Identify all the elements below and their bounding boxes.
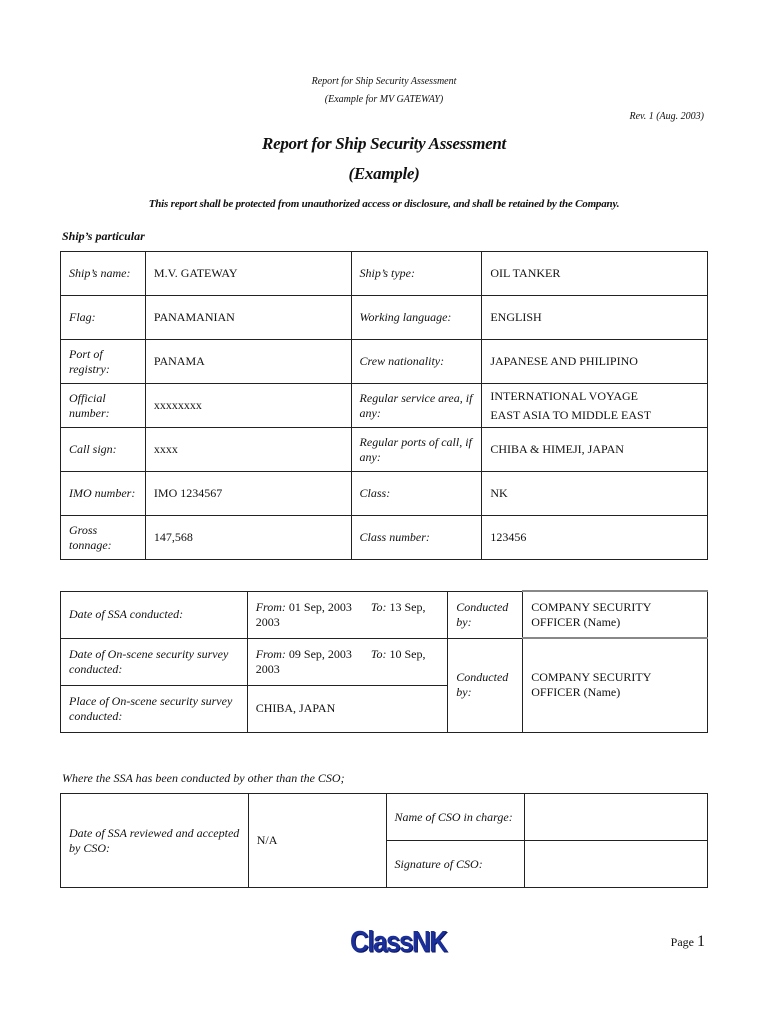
cell-value: PANAMANIAN — [145, 296, 351, 340]
revision-label: Rev. 1 (Aug. 2003) — [629, 111, 704, 122]
service-area-line-2: EAST ASIA TO MIDDLE EAST — [490, 407, 652, 422]
conducted-by-label: Conducted by: — [448, 638, 523, 732]
confidentiality-notice: This report shall be protected from unauthorized access or disclosure, and shall be retained by the Company. — [148, 198, 620, 210]
cso-name-label: Name of CSO in charge: — [386, 794, 525, 841]
page-number — [671, 933, 705, 951]
to-date: 10 Sep, 2003 — [255, 646, 426, 676]
cell-label: Port of registry: — [61, 340, 146, 384]
service-area-line-1: INTERNATIONAL VOYAGE — [490, 388, 638, 403]
cell-value: 123456 — [482, 516, 708, 560]
table-row — [61, 591, 708, 638]
header-line-1: Report for Ship Security Assessment — [311, 76, 457, 87]
cell-label: Ship’s type: — [351, 252, 482, 296]
table-row — [61, 472, 708, 516]
table-row — [61, 384, 708, 428]
table-row — [61, 638, 708, 685]
cell-value: ENGLISH — [482, 296, 708, 340]
from-date: 09 Sep, 2003 — [288, 646, 352, 661]
cell-value: JAPANESE AND PHILIPINO — [482, 340, 708, 384]
to-date: 13 Sep, 2003 — [255, 599, 426, 629]
table-row — [61, 794, 708, 841]
page-number-value: 1 — [697, 933, 705, 950]
cell-label: Regular service area, if any: — [351, 384, 482, 428]
from-date: 01 Sep, 2003 — [288, 599, 352, 614]
cell-value: PANAMA — [145, 340, 351, 384]
reviewed-date-label: Date of SSA reviewed and accepted by CSO: — [61, 794, 249, 888]
ssa-date-label: Date of SSA conducted: — [61, 591, 248, 638]
cell-label: Crew nationality: — [351, 340, 482, 384]
onscene-date-label: Date of On-scene security survey conducted: — [61, 638, 248, 685]
cell-value: 147,568 — [145, 516, 351, 560]
cell-label: Regular ports of call, if any: — [351, 428, 482, 472]
table-row — [61, 428, 708, 472]
reviewed-date-value: N/A — [248, 794, 386, 888]
cell-label: Class: — [351, 472, 482, 516]
cell-value: OIL TANKER — [482, 252, 708, 296]
cso-intro-text: Where the SSA has been conducted by other than the CSO; — [62, 771, 345, 785]
cso-signature-label: Signature of CSO: — [386, 841, 525, 888]
conducted-by-value: COMPANY SECURITY OFFICER (Name) — [523, 591, 708, 638]
cell-label: Flag: — [61, 296, 146, 340]
onscene-place-label: Place of On-scene security survey conducted: — [61, 685, 248, 732]
header-line-2: (Example for MV GATEWAY) — [324, 94, 444, 105]
cell-value — [482, 384, 708, 428]
cell-label: Class number: — [351, 516, 482, 560]
cell-label: Gross tonnage: — [61, 516, 146, 560]
ssa-date-range — [247, 591, 448, 638]
cell-label: IMO number: — [61, 472, 146, 516]
cell-label: Call sign: — [61, 428, 146, 472]
cso-signature-value — [525, 841, 708, 888]
cell-label: Ship’s name: — [61, 252, 146, 296]
classnk-logo: ClassNK — [350, 923, 447, 959]
onscene-date-range — [247, 638, 448, 685]
cell-value: xxxx — [145, 428, 351, 472]
table-row — [61, 296, 708, 340]
to-label: To: — [370, 599, 387, 614]
cell-label: Working language: — [351, 296, 482, 340]
from-label: From: — [255, 599, 286, 614]
cell-value: xxxxxxxx — [145, 384, 351, 428]
onscene-place-value: CHIBA, JAPAN — [247, 685, 448, 732]
ships-particular-heading: Ship’s particular — [62, 229, 145, 243]
from-label: From: — [255, 646, 286, 661]
cell-value: IMO 1234567 — [145, 472, 351, 516]
cso-name-value — [525, 794, 708, 841]
table-row — [61, 252, 708, 296]
cell-value: NK — [482, 472, 708, 516]
page-label: Page — [670, 935, 694, 949]
ssa-conduct-table — [60, 590, 708, 733]
ships-particular-table — [60, 251, 708, 560]
conducted-by-value: COMPANY SECURITY OFFICER (Name) — [523, 638, 708, 732]
table-row — [61, 340, 708, 384]
conducted-by-label: Conducted by: — [448, 591, 523, 638]
cso-review-table — [60, 793, 708, 888]
cell-value: CHIBA & HIMEJI, JAPAN — [482, 428, 708, 472]
cell-value: M.V. GATEWAY — [145, 252, 351, 296]
table-row — [61, 516, 708, 560]
document-title: Report for Ship Security Assessment — [262, 134, 506, 153]
document-subtitle: (Example) — [348, 164, 420, 183]
cell-label: Official number: — [61, 384, 146, 428]
to-label: To: — [370, 646, 387, 661]
